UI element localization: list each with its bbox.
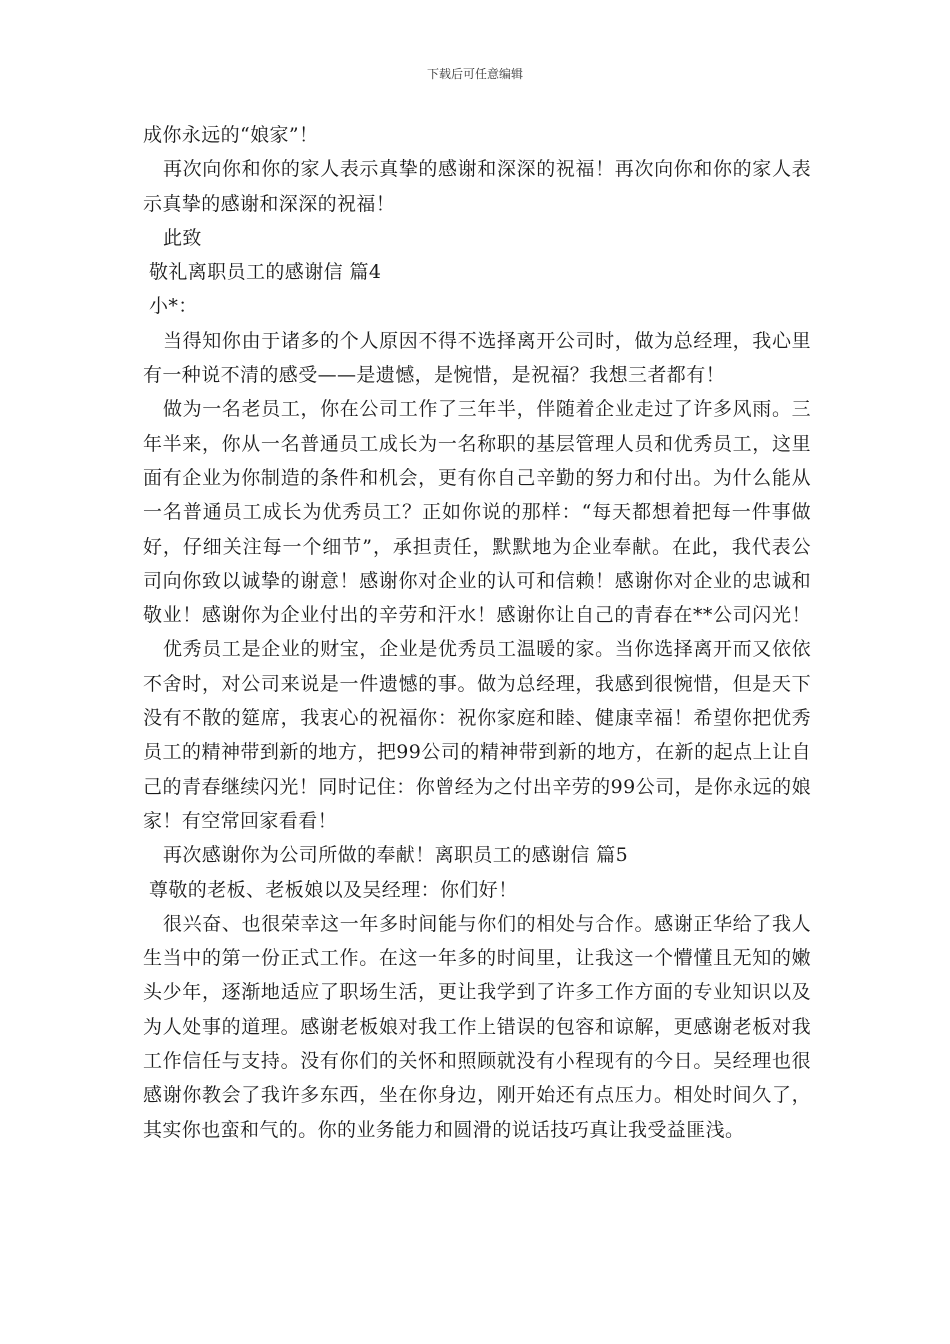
text-line: 感谢你教会了我许多东西，坐在你身边，刚开始还有点压力。相处时间久了，	[143, 1084, 811, 1107]
text-line: 敬业！感谢你为企业付出的辛劳和汗水！感谢你让自己的青春在**公司闪光！	[143, 604, 811, 627]
text-line: 成你永远的“娘家”！	[143, 124, 319, 146]
text-line: 当得知你由于诸多的个人原因不得不选择离开公司时，做为总经理，我心里	[163, 329, 811, 352]
text-line: 不舍时，对公司来说是一件遗憾的事。做为总经理，我感到很惋惜，但是天下	[143, 672, 811, 695]
section-heading: 再次感谢你为公司所做的奉献！离职员工的感谢信 篇5	[163, 844, 629, 867]
text-line: 为人处事的道理。感谢老板娘对我工作上错误的包容和谅解，更感谢老板对我	[143, 1015, 811, 1038]
document-body	[143, 118, 811, 1147]
text-line: 司向你致以诚挚的谢意！感谢你对企业的认可和信赖！感谢你对企业的忠诚和	[143, 569, 811, 592]
text-line: 有一种说不清的感受——是遗憾，是惋惜，是祝福？我想三者都有！	[143, 364, 726, 387]
text-line: 没有不散的筵席，我衷心的祝福你：祝你家庭和睦、健康幸福！希望你把优秀	[143, 707, 811, 730]
text-line: 员工的精神带到新的地方，把99公司的精神带到新的地方，在新的起点上让自	[143, 741, 811, 764]
text-line: 生当中的第一份正式工作。在这一年多的时间里，让我这一个懵懂且无知的嫩	[143, 947, 811, 970]
text-line: 优秀员工是企业的财宝，企业是优秀员工温暖的家。当你选择离开而又依依	[163, 638, 811, 661]
text-line: 一名普通员工成长为优秀员工？正如你说的那样：“每天都想着把每一件事做	[143, 501, 811, 524]
text-line: 面有企业为你制造的条件和机会，更有你自己辛勤的努力和付出。为什么能从	[143, 466, 811, 489]
text-line: 此致	[163, 226, 202, 249]
text-line: 其实你也蛮和气的。你的业务能力和圆滑的说话技巧真让我受益匪浅。	[143, 1118, 745, 1141]
text-line: 年半来，你从一名普通员工成长为一名称职的基层管理人员和优秀员工，这里	[143, 432, 811, 455]
text-line: 做为一名老员工，你在公司工作了三年半，伴随着企业走过了许多风雨。三	[163, 398, 811, 421]
salutation: 尊敬的老板、老板娘以及吴经理：你们好！	[149, 878, 518, 901]
text-line: 己的青春继续闪光！同时记住：你曾经为之付出辛劳的99公司，是你永远的娘	[143, 775, 811, 798]
text-line: 工作信任与支持。没有你们的关怀和照顾就没有小程现有的今日。吴经理也很	[143, 1050, 811, 1073]
text-line: 再次向你和你的家人表示真挚的感谢和深深的祝福！再次向你和你的家人表	[163, 158, 811, 181]
text-line: 示真挚的感谢和深深的祝福！	[143, 192, 396, 215]
text-line: 好，仔细关注每一个细节”，承担责任，默默地为企业奉献。在此，我代表公	[143, 535, 811, 558]
section-heading: 敬礼离职员工的感谢信 篇4	[149, 261, 382, 284]
text-line: 很兴奋、也很荣幸这一年多时间能与你们的相处与合作。感谢正华给了我人	[163, 912, 811, 935]
page-header-note: 下载后可任意编辑	[426, 67, 523, 81]
salutation: 小*：	[149, 295, 198, 318]
text-line: 头少年，逐渐地适应了职场生活，更让我学到了许多工作方面的专业知识以及	[143, 981, 811, 1004]
text-line: 家！有空常回家看看！	[143, 809, 338, 832]
